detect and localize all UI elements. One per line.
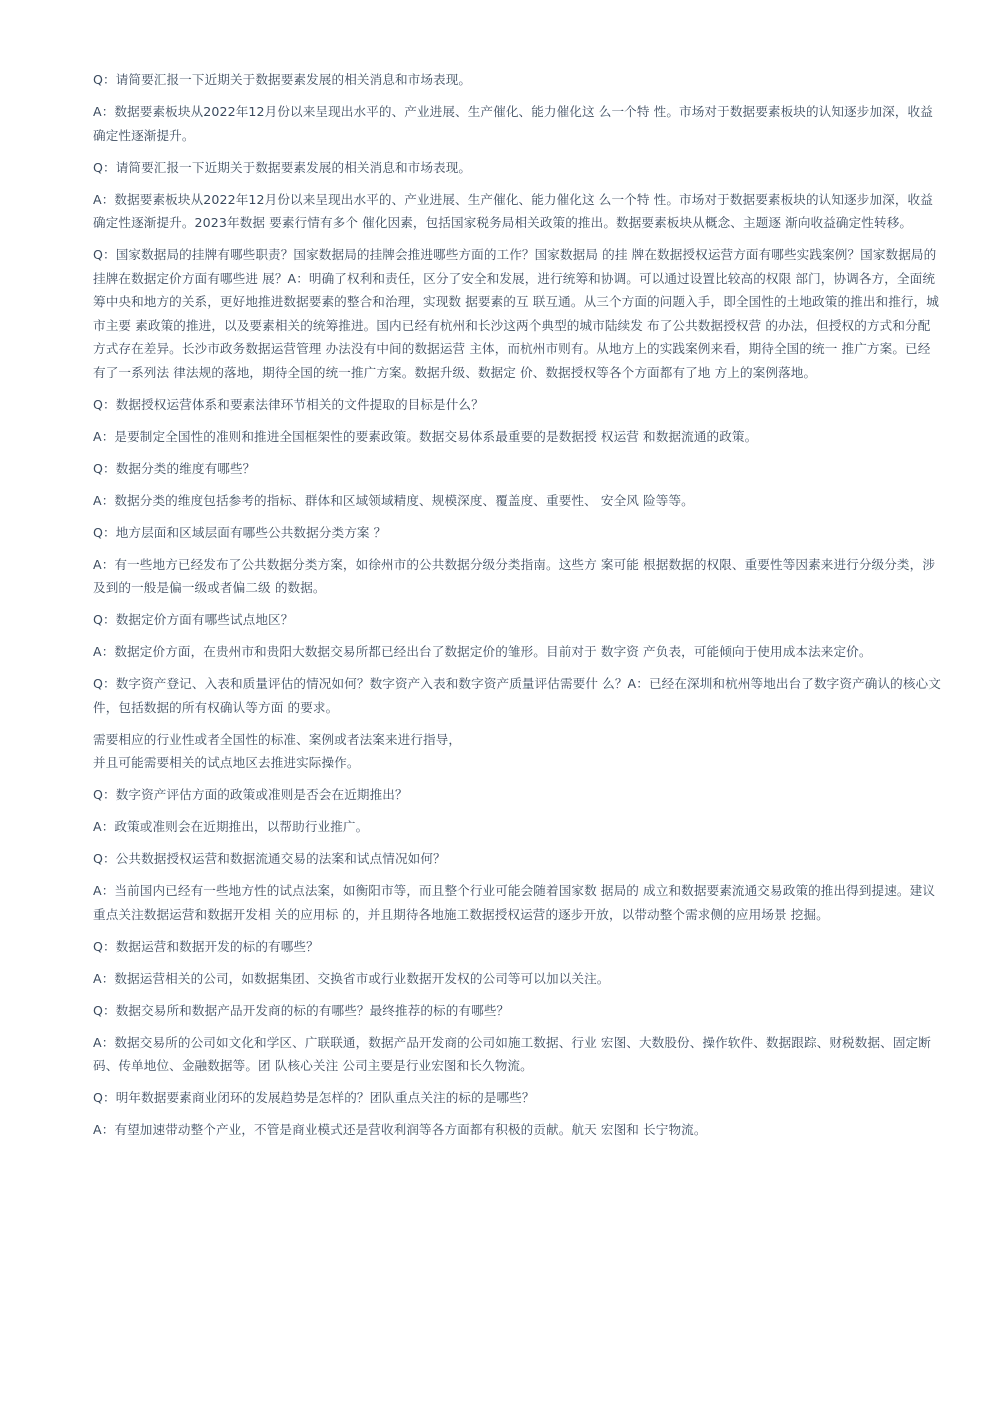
answer-paragraph: A：数据分类的维度包括参考的指标、群体和区域领域精度、规模深度、覆盖度、重要性、 安全风 险等等。 (93, 492, 694, 508)
question-paragraph: Q：请简要汇报一下近期关于数据要素发展的相关消息和市场表现。 (93, 159, 472, 175)
question-answer-paragraph: Q：国家数据局的挂牌有哪些职责？国家数据局的挂牌会推进哪些方面的工作？国家数据局 的挂 牌在数据授权运营方面有哪些实践案例？国家数据局的挂牌在数据定价方面有哪些进 展？A：明确了权利和责任，区分了安全和发展，进行统筹和协调。可以通过设置比较高的权限 部门，协调各方，全面统筹中央和地方的关系，更好地推进数据要素的整合和治理，实现数 据要素的互 联互通。从三个方面的问题入手，即全国性的土地政策的推出和推行，城市主要 素政策的推进，以及要素相关的统筹推进。国内已经有杭州和长沙这两个典型的城市陆续发 布了公共数据授权营 的办法，但授权的方式和分配方式存在差异。长沙市政务数据运营管理 办法没有中间的数据运营 主体，而杭州市则有。从地方上的实践案例来看，期待全国的统一 推广方案。已经有了一系列法 律法规的落地，期待全国的统一推广方案。数据升级、数据定 价、数据授权等各个方面都有了地 方上的案例落地。 (93, 247, 939, 380)
question-paragraph: Q：数据交易所和数据产品开发商的标的有哪些？最终推荐的标的有哪些？ (93, 1002, 510, 1018)
question-paragraph: Q：数据分类的维度有哪些？ (93, 460, 256, 476)
answer-paragraph: A：数据要素板块从2022年12月份以来呈现出水平的、产业进展、生产催化、能力催化这 么一个特 性。市场对于数据要素板块的认知逐步加深，收益确定性逐渐提升。 (93, 104, 933, 143)
answer-paragraph: A：数据交易所的公司如文化和学区、广联联通，数据产品开发商的公司如施工数据、行业 宏图、大数股份、操作软件、数据跟踪、财税数据、固定断码、传单地位、金融数据等。团 队核心关注 公司主要是行业宏图和长久物流。 (93, 1034, 931, 1073)
question-paragraph: Q：数据运营和数据开发的标的有哪些？ (93, 938, 319, 954)
question-paragraph: Q：数据定价方面有哪些试点地区？ (93, 612, 294, 627)
answer-paragraph: A：有一些地方已经发布了公共数据分类方案，如徐州市的公共数据分级分类指南。这些方 案可能 根据数据的权限、重要性等因素来进行分级分类，涉及到的一般是偏一级或者偏二级 的数据。 (93, 556, 936, 595)
note-line: 需要相应的行业性或者全国性的标准、案例或者法案来进行指导， (93, 731, 462, 747)
question-paragraph: Q：数字资产评估方面的政策或准则是否会在近期推出？ (93, 787, 408, 802)
answer-paragraph: A：数据运营相关的公司，如数据集团、交换省市或行业数据开发权的公司等可以加以关注。 (93, 970, 610, 986)
question-paragraph: Q：公共数据授权运营和数据流通交易的法案和试点情况如何？ (93, 851, 446, 866)
answer-paragraph: A：数据定价方面，在贵州市和贵阳大数据交易所都已经出台了数据定价的雏形。目前对于 数字资 产负表，可能倾向于使用成本法来定价。 (93, 644, 872, 659)
note-line: 并且可能需要相关的试点地区去推进实际操作。 (93, 755, 360, 770)
answer-paragraph: A：当前国内已经有一些地方性的试点法案，如衡阳市等，而且整个行业可能会随着国家数 据局的 成立和数据要素流通交易政策的推出得到提速。建议重点关注数据运营和数据开发相 关的应用标 的，并且期待各地施工数据授权运营的逐步开放，以带动整个需求侧的应用场景 挖掘。 (93, 883, 936, 922)
question-paragraph: Q：请简要汇报一下近期关于数据要素发展的相关消息和市场表现。 (93, 72, 472, 87)
question-paragraph: Q：明年数据要素商业闭环的发展趋势是怎样的？团队重点关注的标的是哪些？ (93, 1090, 535, 1105)
answer-paragraph: A：有望加速带动整个产业，不管是商业模式还是营收利润等各方面都有积极的贡献。航天 宏图和 长宁物流。 (93, 1122, 707, 1137)
answer-paragraph: A：是要制定全国性的准则和推进全国框架性的要素政策。数据交易体系最重要的是数据授 权运营 和数据流通的政策。 (93, 428, 758, 444)
answer-paragraph: A：数据要素板块从2022年12月份以来呈现出水平的、产业进展、生产催化、能力催化这 么一个特 性。市场对于数据要素板块的认知逐步加深，收益确定性逐渐提升。2023年数据 要素行情有多个 催化因素，包括国家税务局相关政策的推出。数据要素板块从概念、主题逐 渐向收益确定性转移。 (93, 191, 933, 230)
answer-paragraph: A：政策或准则会在近期推出，以帮助行业推广。 (93, 819, 369, 834)
question-answer-paragraph: Q：数字资产登记、入表和质量评估的情况如何？数字资产入表和数字资产质量评估需要什 么？A：已经在深圳和杭州等地出台了数字资产确认的核心文件，包括数据的所有权确认等方面 的要求。 (93, 676, 941, 715)
question-paragraph: Q：数据授权运营体系和要素法律环节相关的文件提取的目标是什么？ (93, 396, 484, 412)
question-paragraph: Q：地方层面和区域层面有哪些公共数据分类方案 ？ (93, 524, 387, 540)
